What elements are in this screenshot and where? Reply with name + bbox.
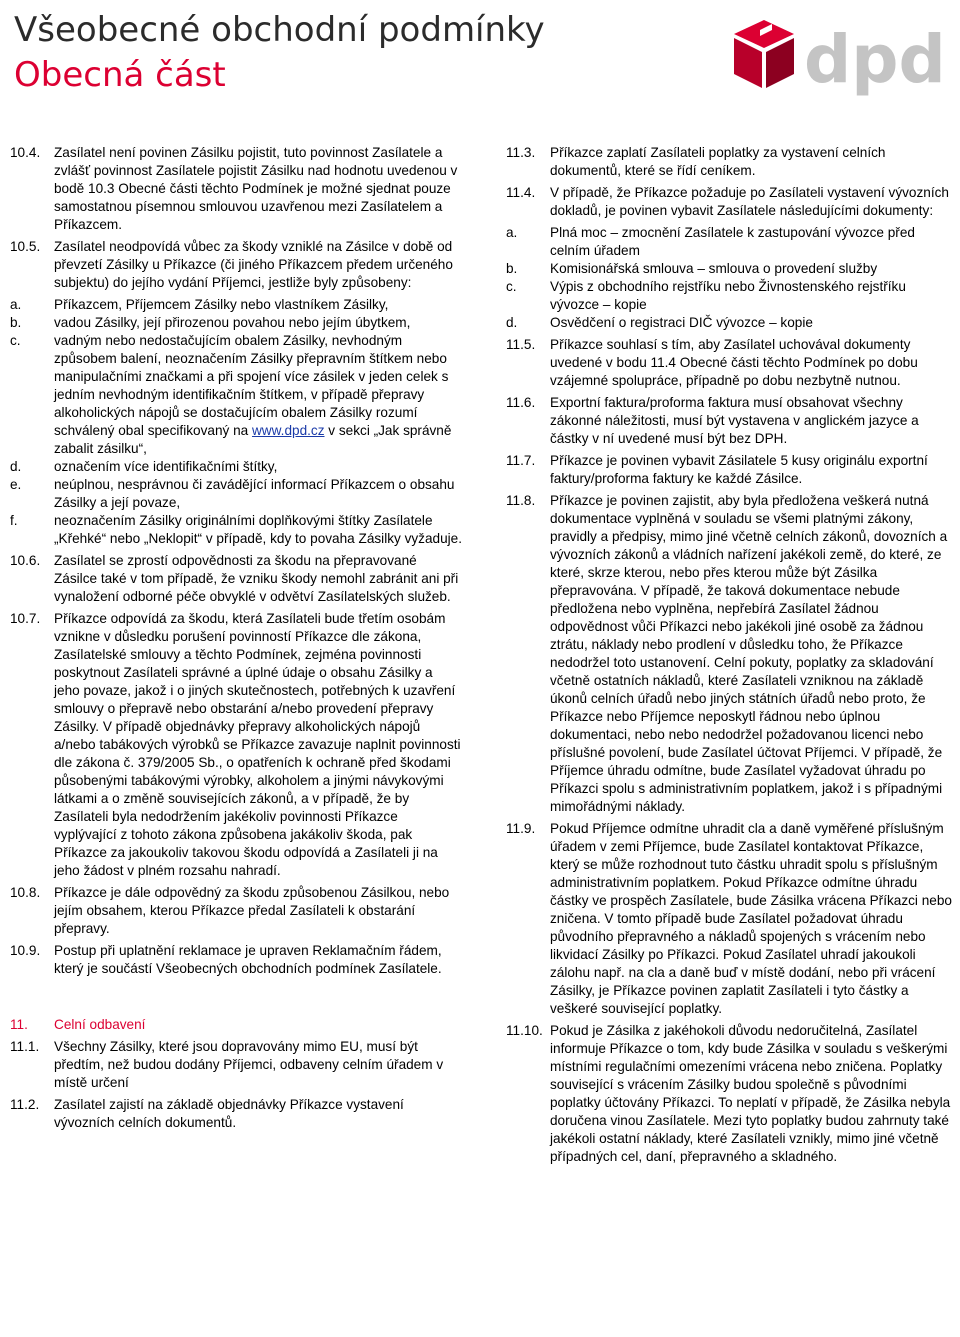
clause-text: Zasílatel není povinen Zásilku pojistit, tuto povinnost Zasílatele a zvlášť povinnost Zasílatele pojistit Zásilku nad hodnotu uvedenou v bodě 10.3 Obecné části těchto Podmínek je možné sjednat pouze samostatnou písemnou smlouvou uzavřenou mezi Zasílatelem a Příkazcem. — [54, 145, 458, 232]
clause-11-10 — [506, 1022, 956, 1166]
section-title: Celní odbavení — [54, 1017, 146, 1032]
clause-text: Příkazce je povinen vybavit Zásilatele 5 kusy originálu exportní faktury/proforma faktury ke každé Zásilce. — [550, 453, 928, 486]
clause-text: Pokud je Zásilka z jakéhokoli důvodu nedoručitelná, Zasílatel informuje Příkazce o tom, kdy bude Zásilka v souladu s veškerými místními regulačními omezeními vrácena nebo zničena. Poplatky související s vrácením Zásilky budou společně s původními poplatky účtovány Příkazci. To neplatí v případě, že Zásilka nebyla doručena vinou Zasílatele. Mezi tyto poplatky budou zahrnuty také jakékoli ostatní náklady, které Zasílateli vznikly, mimo jiné včetně případných cel, daní, přepravného a skladného. — [550, 1023, 951, 1164]
list-text: neúplnou, nesprávnou či zavádějící informací Příkazcem o obsahu Zásilky a její povaze, — [54, 477, 455, 510]
clause-number: 11.9. — [506, 821, 536, 836]
clause-10-8 — [10, 884, 462, 938]
clause-number: 11.1. — [10, 1039, 40, 1054]
clause-number: 11.7. — [506, 453, 536, 468]
clause-10-5 — [10, 238, 462, 292]
clause-text: Zasílatel se zprostí odpovědnosti za škodu na přepravované Zásilce také v tom případě, že vzniku škody nemohl zabránit ani při vynaložení odborné péče obvyklé v odvětví Zasílatelských služeb. — [54, 553, 459, 604]
list-text: neoznačením Zásilky originálními doplňkovými štítky Zasílatele „Křehké“ nebo „Neklopit“ v případě, kdy to povaha Zásilky vyžaduje. — [54, 513, 463, 546]
dpd-wordmark: dpd — [804, 21, 946, 98]
dpd-logo — [728, 16, 956, 102]
list-item-d — [506, 314, 956, 332]
clause-number: 11.3. — [506, 145, 536, 160]
clause-text: Všechny Zásilky, které jsou dopravovány mimo EU, musí být předtím, než budou dodány Příjemci, odbaveny celním úřadem v místě určení — [54, 1039, 444, 1090]
clause-text: Zasílatel neodpovídá vůbec za škody vzniklé na Zásilce v době od převzetí Zásilky u Příkazce (či jiného Příkazcem předem určeného subjektu) do jejího vydání Příjemci, jestliže byly způsobeny: — [54, 239, 453, 290]
list-text: označením více identifikačními štítky, — [54, 459, 278, 474]
list-item-c — [506, 278, 956, 314]
list-letter: d. — [10, 459, 22, 474]
dpd-website-link[interactable]: www.dpd.cz — [251, 423, 325, 438]
clause-number: 10.8. — [10, 885, 41, 900]
clause-10-4 — [10, 144, 462, 234]
clause-11-3 — [506, 144, 956, 180]
list-item-a — [506, 224, 956, 260]
document-title: Všeobecné obchodní podmínky — [14, 10, 545, 50]
list-letter: c. — [506, 279, 517, 294]
clause-text: Postup při uplatnění reklamace je upraven Reklamačním řádem, který je součástí Všeobecných obchodních podmínek Zasílatele. — [54, 943, 442, 976]
section-number: 11. — [10, 1017, 28, 1032]
list-item-e — [10, 476, 462, 512]
clause-number: 11.10. — [506, 1023, 543, 1038]
clause-number: 11.6. — [506, 395, 536, 410]
clause-number: 10.6. — [10, 553, 41, 568]
clause-number: 10.5. — [10, 239, 41, 254]
list-letter: d. — [506, 315, 518, 330]
list-letter: a. — [10, 297, 22, 312]
clause-number: 11.8. — [506, 493, 536, 508]
right-column — [506, 144, 956, 1170]
clause-text: Zasílatel zajistí na základě objednávky Příkazce vystavení vývozních celních dokumentů. — [54, 1097, 404, 1130]
clause-number: 10.4. — [10, 145, 41, 160]
clause-11-1 — [10, 1038, 462, 1092]
clause-text: Pokud Příjemce odmítne uhradit cla a daně vyměřené příslušným úřadem v zemi Příjemce, bude Zasílatel kontaktovat Příkazce, který se může rozhodnout tuto částku uhradit spolu s příslušným administrativním poplatkem. Pokud Příkazce odmítne úhradu částky ve prospěch Zasílatele, bude Zásilka vrácena Příkazci nebo zničena. V tomto případě bude Zasílatel požadovat úhradu původního přepravného a nákladů spojených s vrácením nebo likvidací Zásilky po Příkazci. Pokud Zasílatel uhradí jakoukoli zálohu např. na cla a daně buď v místě dodání, nebo při vrácení Zásilky, je Příkazce povinen zaplatit Zasílateli i tyto částky a veškeré související poplatky. — [550, 821, 952, 1016]
list-item-a — [10, 296, 462, 314]
list-text-part: v sekci „Jak správně zabalit zásilku“, — [54, 423, 452, 456]
list-text: Příkazcem, Příjemcem Zásilky nebo vlastníkem Zásilky, — [54, 297, 389, 312]
clause-11-5 — [506, 336, 956, 390]
list-item-d — [10, 458, 462, 476]
clause-text: Příkazce zaplatí Zasílateli poplatky za vystavení celních dokumentů, které se řídí ceníkem. — [550, 145, 886, 178]
left-column — [10, 144, 462, 1136]
list-text: Výpis z obchodního rejstříku nebo Živnostenského rejstříku vývozce – kopie — [550, 279, 906, 312]
list-letter: c. — [10, 333, 21, 348]
clause-number: 10.9. — [10, 943, 41, 958]
clause-10-9 — [10, 942, 462, 978]
clause-text: Příkazce je dále odpovědný za škodu způsobenou Zásilkou, nebo jejím obsahem, kterou Příkazce předal Zasílateli k obstarání přepravy. — [54, 885, 450, 936]
clause-11-7 — [506, 452, 956, 488]
list-text: Osvědčení o registraci DIČ vývozce – kopie — [550, 315, 813, 330]
list-letter: b. — [506, 261, 518, 276]
clause-text: Příkazce odpovídá za škodu, která Zasílateli bude třetím osobám vznikne v důsledku porušení povinností Příkazce dle zákona, Zasílatelské smlouvy a těchto Podmínek, zejména povinnosti poskytnout Zasílateli správné a úplné údaje o obsahu Zásilky a jeho povaze, jakož i o jiných skutečnostech, potřebných k uzavření smlouvy o přepravě nebo obstarání a/nebo provedení přepravy Zásilky. V případě objednávky přepravy alkoholických nápojů a/nebo tabákových výrobků se Příkazce zavazuje naplnit povinnosti dle zákona č. 379/2005 Sb., o opatřeních k ochraně před škodami působenými tabákovými výrobky, alkoholem a jinými návykovými látkami a o změně souvisejících zákonů, a v případě, že by Zasílateli byla nedodržením jakékoliv povinnosti Příkazce vyplývající z tohoto zákona způsobena jakákoliv škoda, pak Příkazce za jakoukoliv takovou škodu odpovídá a Zasílateli ji na jeho žádost v plném rozsahu nahradí. — [54, 611, 461, 878]
clause-text: Exportní faktura/proforma faktura musí obsahovat všechny zákonné náležitosti, musí být vystavena v anglickém jazyce a částky v ní uvedené musí být bez DPH. — [550, 395, 919, 446]
clause-11-4 — [506, 184, 956, 220]
clause-number: 11.4. — [506, 185, 536, 200]
list-letter: a. — [506, 225, 518, 240]
clause-11-2 — [10, 1096, 462, 1132]
clause-text: V případě, že Příkazce požaduje po Zasílateli vystavení vývozních dokladů, je povinen vybavit Zasílatele následujícími dokumenty: — [550, 185, 949, 218]
clause-text: Příkazce souhlasí s tím, aby Zasílatel uchovával dokumenty uvedené v bodu 11.4 Obecné části těchto Podmínek po dobu vzájemné spolupráce, případně po dobu nezbytně nutnou. — [550, 337, 918, 388]
clause-10-6 — [10, 552, 462, 606]
list-text: vadou Zásilky, její přirozenou povahou nebo jejím úbytkem, — [54, 315, 411, 330]
list-item-f — [10, 512, 462, 548]
clause-text: Příkazce je povinen zajistit, aby byla předložena veškerá nutná dokumentace vyplněná v souladu se všemi platnými zákony, pravidly a předpisy, mimo jiné včetně celních zákonů, dovozních a vývozních zákonů a vládních nařízení jakékoli země, do které, ze které, skrze kterou, nebo přes kterou může být Zásilka přepravována. V případě, že taková dokumentace nebude předložena nebo vyplněna, nepřebírá Zasílatel žádnou odpovědnost vůči Příkazci nebo jakékoli jiné osobě za žádnou ztrátu, náklady nebo prodlení v důsledku toho, že Příkazce nedodržel toto ustanovení. Celní pokuty, poplatky za skladování včetně ostatních nákladů, které Zasílateli vzniknou na základě úkonů celních úřadů nebo jiných státních úřadů nebo proto, že Příkazce nebo Příjemce neposkytl řádnou nebo úplnou dokumentaci, nebo nebo nedodržel požadovanou licenci nebo příslušné povolení, bude Zasílatel účtovat Příjemci. V případě, že Příjemce úhradu odmítne, bude Zasílatel vyžadovat úhradu po Příkazci spolu s administrativním poplatkem, jakož i s případnými mimořádnými náklady. — [550, 493, 948, 814]
list-item-b — [506, 260, 956, 278]
section-heading-11 — [10, 1016, 462, 1034]
list-text: Plná moc – zmocnění Zasílatele k zastupování vývozce před celním úřadem — [550, 225, 915, 258]
clause-number: 11.2. — [10, 1097, 40, 1112]
list-text-part: vadným nebo nedostačujícím obalem Zásilky, nevhodným způsobem balení, neoznačením Zásilky přepravním štítkem nebo manipulačními značkami a při spojení více zásilek v jeden celek s jedním nevhodným identifikačním štítkem, v případě přepravy alkoholických nápojů se dostačujícím obalem Zásilky rozumí schválený obal specifikovaný na — [54, 333, 449, 438]
clause-10-7 — [10, 610, 462, 880]
clause-11-9 — [506, 820, 956, 1018]
list-letter: f. — [10, 513, 18, 528]
clause-number: 11.5. — [506, 337, 536, 352]
list-item-b — [10, 314, 462, 332]
list-letter: b. — [10, 315, 22, 330]
clause-11-8 — [506, 492, 956, 816]
list-letter: e. — [10, 477, 22, 492]
dpd-cube-icon — [734, 20, 794, 88]
list-text: Komisionářská smlouva – smlouva o provedení služby — [550, 261, 878, 276]
list-text — [54, 332, 462, 458]
list-item-c — [10, 332, 462, 458]
document-subtitle: Obecná část — [14, 55, 226, 95]
clause-11-6 — [506, 394, 956, 448]
clause-number: 10.7. — [10, 611, 41, 626]
